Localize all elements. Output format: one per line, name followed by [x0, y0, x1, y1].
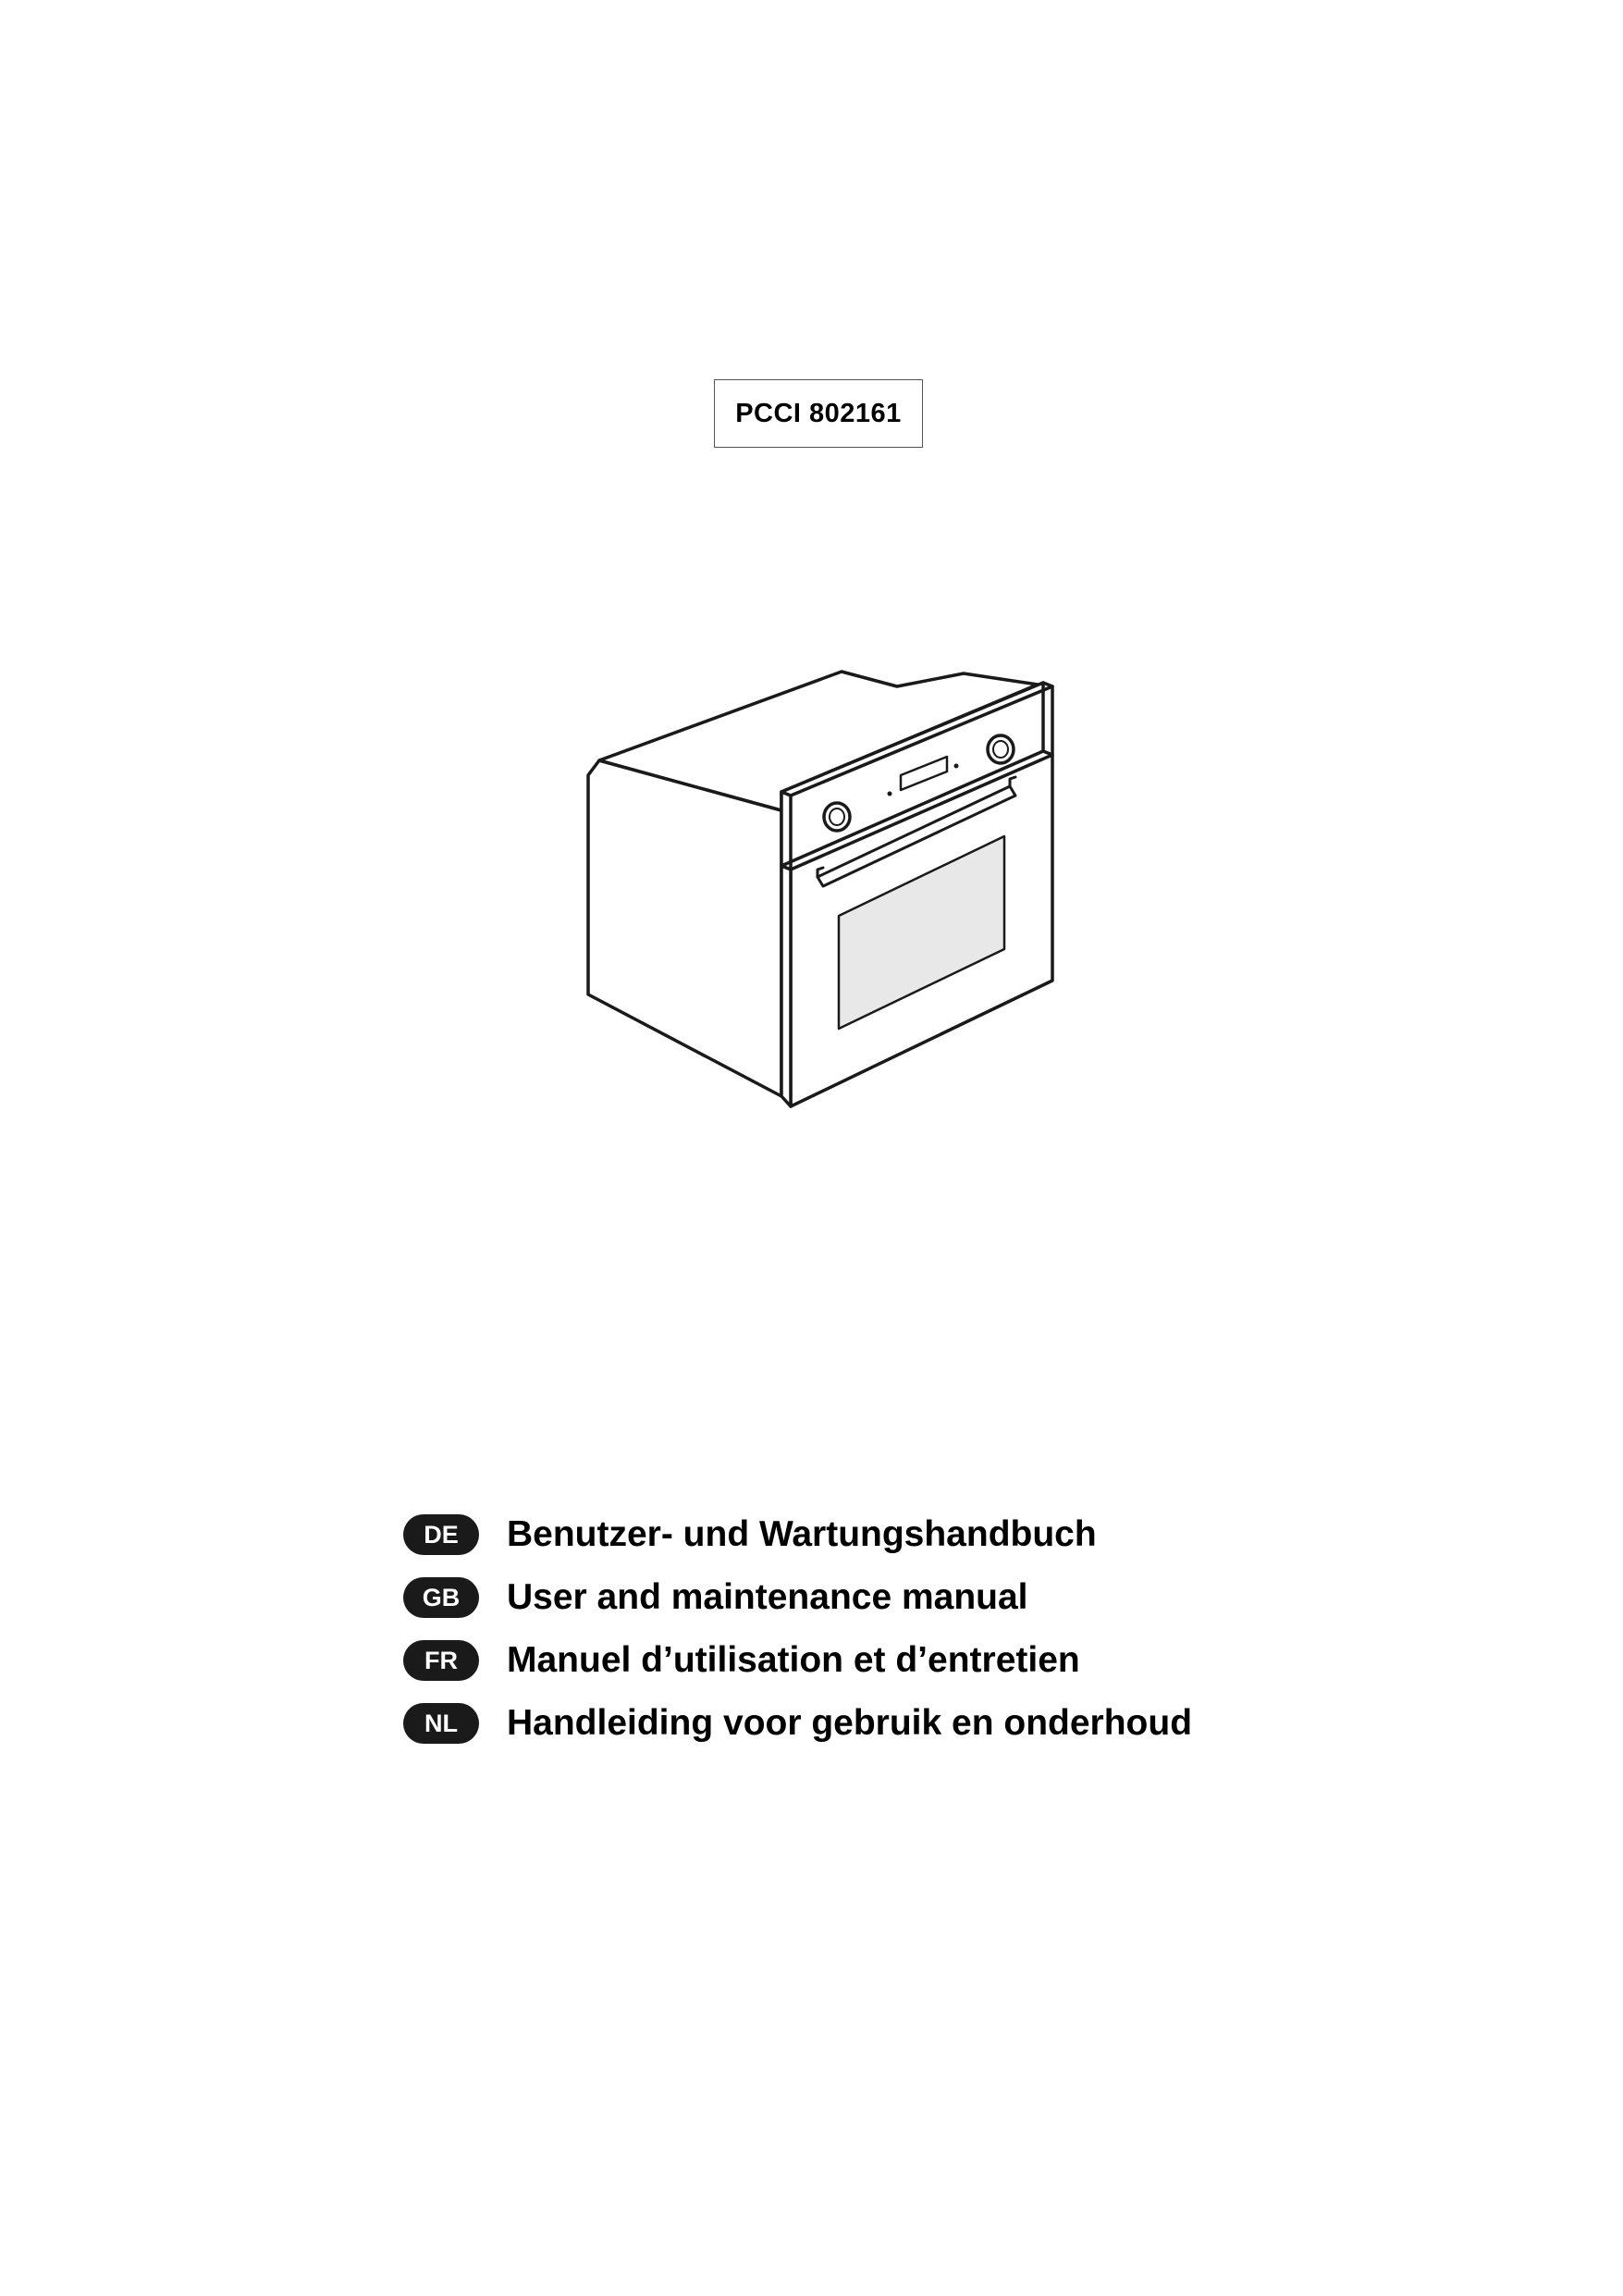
model-number-box: [714, 379, 923, 448]
manual-title: Benutzer- und Wartungshandbuch: [507, 1514, 1097, 1554]
manual-title: Manuel d’utilisation et d’entretien: [507, 1640, 1080, 1680]
built-in-oven-icon: [573, 666, 1073, 1119]
manual-title: Handleiding voor gebruik en onderhoud: [507, 1703, 1193, 1743]
list-item: [403, 1629, 1328, 1692]
language-badge: NL: [403, 1703, 479, 1744]
model-number: PCCI 802161: [735, 398, 902, 428]
language-badge: DE: [403, 1514, 479, 1555]
manual-language-list: [403, 1503, 1328, 1755]
manual-title: User and maintenance manual: [507, 1577, 1028, 1617]
language-badge: FR: [403, 1640, 479, 1681]
list-item: [403, 1566, 1328, 1629]
list-item: [403, 1692, 1328, 1755]
list-item: [403, 1503, 1328, 1566]
language-badge: GB: [403, 1577, 479, 1618]
